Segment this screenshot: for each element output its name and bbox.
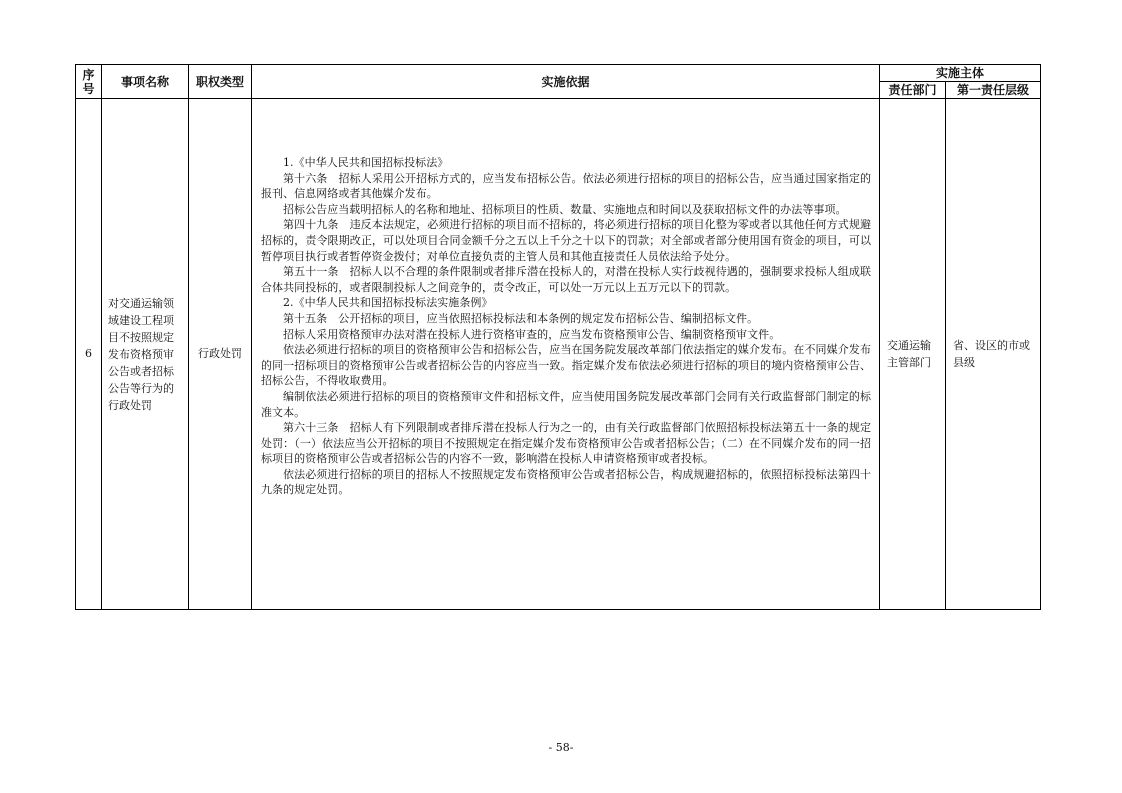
basis-paragraph: 第十五条 公开招标的项目，应当依照招标投标法和本条例的规定发布招标公告、编制招标文件。 xyxy=(283,311,759,325)
basis-paragraph: 第六十三条 招标人有下列限制或者排斥潜在投标人行为之一的，由有关行政监督部门依照招标投标法第五十一条的规定处罚：（一）依法应当公开招标的项目不按照规定在指定媒介发布资格预审公告或者招标公告；（二）在不同媒介发布的同一招标项目的资格预审公告或者招标公告的内容不一致，影响潜在投标人申请资格预审或者投标。 xyxy=(261,421,871,466)
page-number: - 58- xyxy=(548,741,574,754)
header-basis: 实施依据 xyxy=(252,65,880,99)
header-index: 序号 xyxy=(76,65,102,99)
basis-paragraph: 招标公告应当载明招标人的名称和地址、招标项目的性质、数量、实施地点和时间以及获取招标文件的办法等事项。 xyxy=(283,202,847,216)
row-power-type: 行政处罚 xyxy=(189,99,252,610)
basis-paragraph: 编制依法必须进行招标的项目的资格预审文件和招标文件，应当使用国务院发展改革部门会同有关行政监督部门制定的标准文本。 xyxy=(261,389,871,419)
header-level: 第一责任层级 xyxy=(946,82,1041,99)
basis-paragraph: 依法必须进行招标的项目的招标人不按照规定发布资格预审公告或者招标公告，构成规避招标的，依照招标投标法第四十九条的规定处罚。 xyxy=(261,467,871,497)
header-subject: 实施主体 xyxy=(880,65,1041,82)
basis-paragraph: 2.《中华人民共和国招标投标法实施条例》 xyxy=(283,296,493,310)
enforcement-table xyxy=(75,64,1041,610)
row-level: 省、设区的市或县级 xyxy=(946,99,1041,610)
basis-paragraph: 第五十一条 招标人以不合理的条件限制或者排斥潜在投标人的，对潜在投标人实行歧视待遇的，强制要求投标人组成联合体共同投标的，或者限制投标人之间竞争的，责令改正，可以处一万元以上五万元以下的罚款。 xyxy=(261,265,871,294)
basis-paragraph: 第四十九条 违反本法规定，必须进行招标的项目而不招标的，将必须进行招标的项目化整为零或者以其他任何方式规避招标的，责令限期改正，可以处项目合同金额千分之五以上千分之十以下的罚款；对全部或者部分使用国有资金的项目，可以暂停项目执行或者暂停资金拨付；对单位直接负责的主管人员和其他直接责任人员依法给予处分。 xyxy=(261,218,871,263)
basis-paragraph: 招标人采用资格预审办法对潜在投标人进行资格审查的，应当发布资格预审公告、编制资格预审文件。 xyxy=(283,327,781,341)
row-dept: 交通运输主管部门 xyxy=(880,99,946,610)
header-dept: 责任部门 xyxy=(880,82,946,99)
table-row xyxy=(76,99,1041,610)
basis-paragraph: 1.《中华人民共和国招标投标法》 xyxy=(283,156,449,169)
row-basis xyxy=(252,99,880,610)
basis-paragraph: 第十六条 招标人采用公开招标方式的，应当发布招标公告。依法必须进行招标的项目的招标公告，应当通过国家指定的报刊、信息网络或者其他媒介发布。 xyxy=(261,171,871,201)
header-item-name: 事项名称 xyxy=(102,65,189,99)
header-power-type: 职权类型 xyxy=(189,65,252,99)
row-index: 6 xyxy=(76,99,102,610)
basis-paragraph: 依法必须进行招标的项目的资格预审公告和招标公告，应当在国务院发展改革部门依法指定的媒介发布。在不同媒介发布的同一招标项目的资格预审公告或者招标公告的内容应当一致。指定媒介发布依法必须进行招标的项目的境内资格预审公告、招标公告，不得收取费用。 xyxy=(261,343,871,388)
row-item-name: 对交通运输领域建设工程项目不按照规定发布资格预审公告或者招标公告等行为的行政处罚 xyxy=(102,99,189,610)
